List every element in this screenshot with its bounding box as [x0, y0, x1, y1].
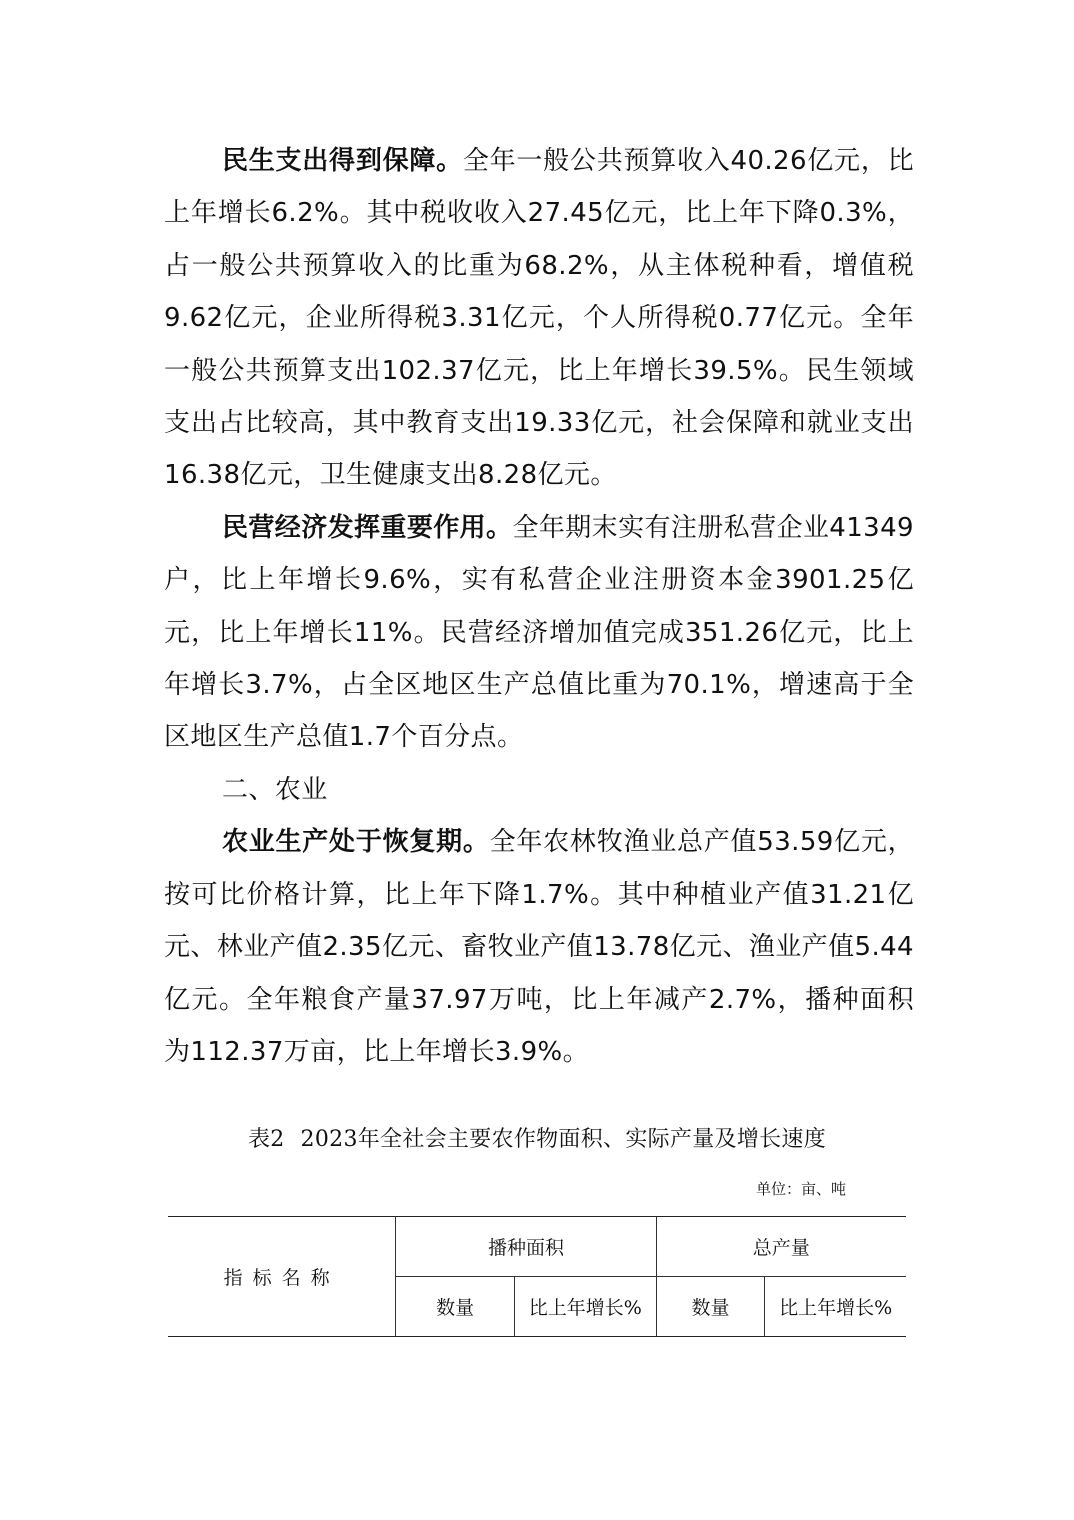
output-growth-header: 比上年增长%	[765, 1277, 906, 1337]
output-quantity-header: 数量	[656, 1277, 765, 1337]
total-output-header: 总产量	[656, 1217, 906, 1277]
paragraph-agriculture	[164, 816, 914, 1078]
paragraph-body: 全年农林牧渔业总产值53.59亿元，按可比价格计算，比上年下降1.7%。其中种植业产值31.21亿元、林业产值2.35亿元、畜牧业产值13.78亿元、渔业产值5.44亿元。全年粮食产量37.97万吨，比上年减产2.7%，播种面积为112.37万亩，比上年增长3.9%。	[164, 827, 914, 1067]
body-text	[164, 135, 914, 1078]
paragraph-lead: 农业生产处于恢复期。	[222, 827, 490, 858]
paragraph-private-economy	[164, 502, 914, 764]
table-caption-label: 表2	[247, 1127, 285, 1152]
table-unit-note: 单位：亩、吨	[756, 1180, 847, 1198]
area-growth-header: 比上年增长%	[514, 1277, 656, 1337]
paragraph-livelihood-spending	[164, 135, 914, 502]
indicator-header: 指标名称	[168, 1217, 396, 1337]
table-caption-title: 2023年全社会主要农作物面积、实际产量及增长速度	[300, 1127, 827, 1152]
table-header-row	[168, 1217, 906, 1277]
paragraph-body: 全年期末实有注册私营企业41349户，比上年增长9.6%，实有私营企业注册资本金3901.25亿元，比上年增长11%。民营经济增加值完成351.26亿元，比上年增长3.7%，占全区地区生产总值比重为70.1%，增速高于全区地区生产总值1.7个百分点。	[164, 512, 915, 753]
paragraph-lead: 民生支出得到保障。	[222, 146, 463, 176]
area-quantity-header: 数量	[396, 1277, 515, 1337]
section-heading-agriculture: 二、农业	[222, 774, 328, 805]
sown-area-header: 播种面积	[396, 1217, 656, 1277]
paragraph-lead: 民营经济发挥重要作用。	[222, 512, 513, 543]
table-caption	[0, 1122, 1074, 1153]
crop-area-output-table	[168, 1216, 906, 1337]
paragraph-body: 全年一般公共预算收入40.26亿元，比上年增长6.2%。其中税收收入27.45亿元，比上年下降0.3%，占一般公共预算收入的比重为68.2%，从主体税种看，增值税9.62亿元，企业所得税3.31亿元，个人所得税0.77亿元。全年一般公共预算支出102.37亿元，比上年增长39.5%。民生领域支出占比较高，其中教育支出19.33亿元，社会保障和就业支出16.38亿元，卫生健康支出8.28亿元。	[164, 146, 914, 491]
